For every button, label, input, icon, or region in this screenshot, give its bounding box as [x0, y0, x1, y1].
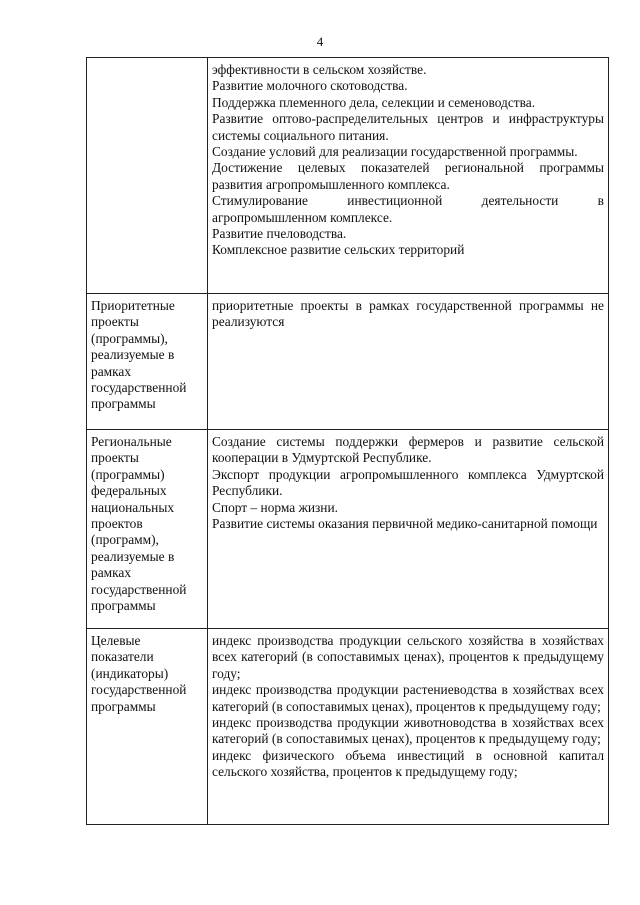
table-row	[87, 294, 609, 430]
row-label: Региональные проекты (программы) федеральных национальных проектов (программ), реализуемые в рамках государственной программы	[91, 434, 187, 614]
content-paragraph: эффективности в сельском хозяйстве.	[212, 62, 427, 77]
row-content-cell	[208, 430, 609, 629]
table-row	[87, 58, 609, 294]
content-paragraph: Развитие молочного скотоводства.	[212, 78, 408, 94]
row-content-cell	[208, 294, 609, 430]
content-paragraph: Развитие пчеловодства.	[212, 226, 347, 242]
row-content-cell	[208, 629, 609, 825]
content-paragraph: индекс производства продукции животноводства в хозяйствах всех категорий (в сопоставимых ценах), процентов к предыдущему году;	[212, 715, 604, 747]
row-label-cell	[87, 629, 208, 825]
row-label: Целевые показатели (индикаторы) государственной программы	[91, 633, 187, 714]
content-paragraph: Создание системы поддержки фермеров и развитие сельской кооперации в Удмуртской Республике.	[212, 434, 604, 466]
program-passport-table	[86, 57, 609, 825]
row-content-cell	[208, 58, 609, 294]
content-paragraph: Стимулирование инвестиционной деятельности в агропромышленном комплексе.	[212, 193, 604, 225]
content-paragraph: Развитие системы оказания первичной медико-санитарной помощи	[212, 516, 598, 532]
content-paragraph: Достижение целевых показателей региональной программы развития агропромышленного комплекса.	[212, 160, 604, 192]
row-label: Приоритетные проекты (программы), реализуемые в рамках государственной программы	[91, 298, 187, 412]
content-paragraph: приоритетные проекты в рамках государственной программы не реализуются	[212, 298, 604, 330]
table-row	[87, 629, 609, 825]
row-label-cell	[87, 58, 208, 294]
content-paragraph: Спорт – норма жизни.	[212, 499, 338, 515]
page-number: 4	[316, 34, 324, 49]
content-paragraph: Развитие оптово-распределительных центров и инфраструктуры системы социального питания.	[212, 111, 604, 143]
content-paragraph: Поддержка племенного дела, селекции и семеноводства.	[212, 94, 536, 110]
content-paragraph: индекс производства продукции растениеводства в хозяйствах всех категорий (в сопоставимых ценах), процентов к предыдущему году;	[212, 682, 604, 714]
row-label-cell	[87, 294, 208, 430]
content-paragraph: индекс физического объема инвестиций в основной капитал сельского хозяйства, процентов к предыдущему году;	[212, 747, 604, 780]
row-label-cell	[87, 430, 208, 629]
content-paragraph: Экспорт продукции агропромышленного комплекса Удмуртской Республики.	[212, 466, 604, 499]
table-row	[87, 430, 609, 629]
content-paragraph: Комплексное развитие сельских территорий	[212, 242, 465, 258]
content-paragraph: индекс производства продукции сельского хозяйства в хозяйствах всех категорий (в сопоставимых ценах), процентов к предыдущему году;	[212, 633, 604, 681]
content-paragraph: Создание условий для реализации государственной программы.	[212, 144, 578, 160]
